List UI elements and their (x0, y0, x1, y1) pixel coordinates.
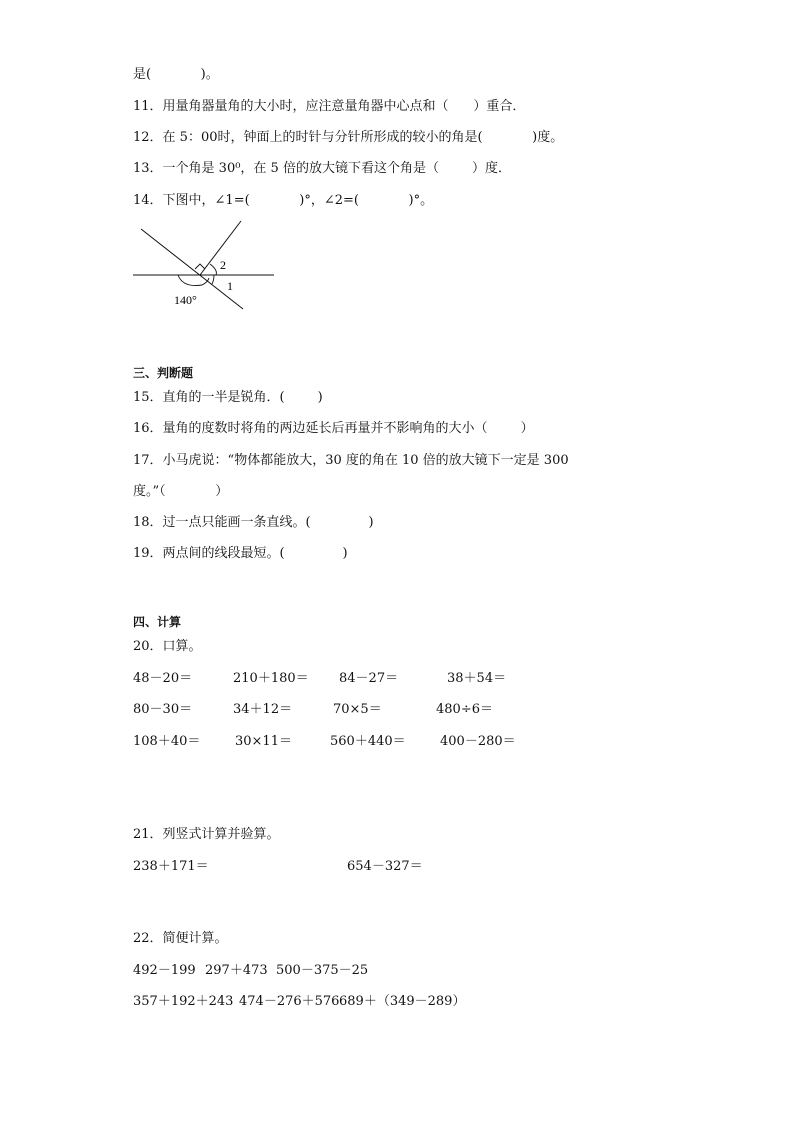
question-17-line-1: 17．小马虎说：“物体都能放大，30 度的角在 10 倍的放大镜下一定是 300 (133, 453, 569, 468)
calc-item: 492－199 (133, 963, 196, 978)
question-13: 13．一个角是 30⁰，在 5 倍的放大镜下看这个角是（ ）度． (133, 161, 512, 176)
label-140: 140° (174, 293, 197, 307)
simplify-row-2 (133, 993, 466, 1065)
section-4-heading: 四、计算 (133, 615, 182, 629)
calc-item: 30×11＝ (235, 734, 292, 749)
question-18: 18．过一点只能画一条直线。( ) (133, 515, 374, 530)
calc-item: 480÷6＝ (436, 702, 493, 717)
section-3-heading: 三、判断题 (133, 366, 194, 380)
question-20: 20．口算。 (133, 639, 202, 654)
question-16: 16．量角的度数时将角的两边延长后再量并不影响角的大小（ ） (133, 421, 534, 436)
question-10-tail: 是( )。 (133, 67, 219, 82)
calc-item: 400－280＝ (440, 734, 516, 749)
calc-item: 238＋171＝ (133, 859, 209, 874)
label-2: 2 (220, 258, 226, 272)
vertical-calc-row (133, 858, 423, 912)
angle-1-arc (212, 275, 214, 284)
question-14: 14．下图中，∠1=( )°，∠2=( )°。 (133, 193, 434, 208)
calc-item: 689＋（349－289） (339, 994, 466, 1009)
calc-item: 48－20＝ (133, 671, 193, 686)
calc-item: 80－30＝ (133, 702, 193, 717)
calc-item: 297＋473 (205, 963, 268, 978)
question-17-line-2: 度。”（ ） (133, 484, 229, 499)
angle-figure (128, 218, 288, 318)
calc-item: 500－375－25 (276, 963, 369, 978)
label-1: 1 (227, 279, 233, 293)
question-11: 11．用量角器量角的大小时，应注意量角器中心点和（ ）重合． (133, 99, 526, 114)
question-19: 19．两点间的线段最短。( ) (133, 546, 348, 561)
calc-item: 210＋180＝ (233, 671, 309, 686)
question-15: 15．直角的一半是锐角．( ) (133, 390, 323, 405)
calc-item: 108＋40＝ (133, 734, 201, 749)
calc-item: 34＋12＝ (233, 702, 293, 717)
calc-item: 474－276＋576 (239, 994, 340, 1009)
question-22: 22．简便计算。 (133, 931, 228, 946)
question-21: 21．列竖式计算并验算。 (133, 827, 280, 842)
question-12: 12．在 5：00时，钟面上的时针与分针所形成的较小的角是( )度。 (133, 130, 564, 145)
calc-item: 357＋192＋243 (133, 994, 234, 1009)
calc-item: 70×5＝ (333, 702, 382, 717)
calc-item: 84－27＝ (339, 671, 399, 686)
calc-item: 654－327＝ (347, 859, 423, 874)
mental-math-row-3 (133, 733, 516, 823)
calc-item: 560＋440＝ (330, 734, 406, 749)
angle-140-arc (178, 275, 209, 286)
calc-item: 38＋54＝ (447, 671, 507, 686)
right-angle-mark (195, 264, 205, 269)
angle-2-arc (210, 264, 216, 275)
